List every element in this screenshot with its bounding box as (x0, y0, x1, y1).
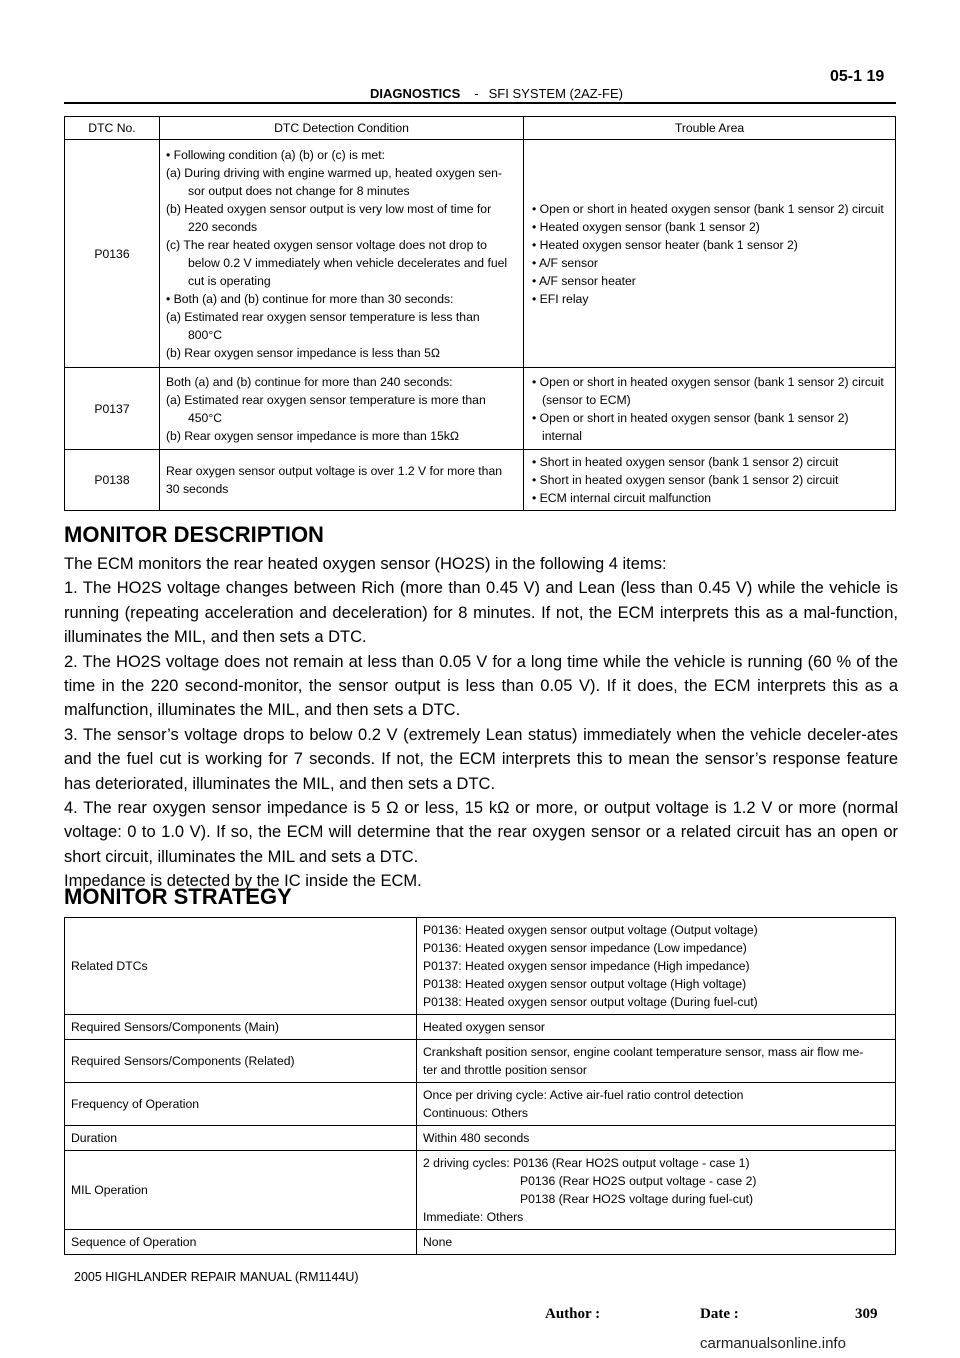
strategy-value (417, 918, 896, 1015)
condition-line: Rear oxygen sensor output voltage is over 1.2 V for more than (166, 464, 503, 478)
monitor-strategy-table (64, 917, 896, 1255)
dtc-condition (160, 450, 524, 511)
paragraph: Impedance is detected by the IC inside the ECM. (64, 872, 422, 891)
trouble-area-item: • Heated oxygen sensor (bank 1 sensor 2) (532, 219, 760, 234)
strategy-value (417, 1040, 896, 1083)
dtc-code: P0137 (65, 368, 160, 450)
condition-line: (a) Estimated rear oxygen sensor temperature is less than (166, 309, 480, 324)
value-line: Continuous: Others (423, 1106, 529, 1120)
table-row (65, 1083, 896, 1126)
strategy-label: Required Sensors/Components (Main) (65, 1015, 417, 1040)
watermark: carmanualsonline.info (700, 1335, 846, 1352)
dtc-trouble-area (524, 140, 896, 368)
date-label: Date : (700, 1306, 739, 1322)
monitor-description-body (64, 552, 898, 894)
table-row (65, 1151, 896, 1230)
manual-footer: 2005 HIGHLANDER REPAIR MANUAL (RM1144U) (74, 1270, 359, 1284)
dtc-condition (160, 368, 524, 450)
value-line: Immediate: Others (423, 1210, 524, 1224)
value-line: P0138 (Rear HO2S voltage during fuel-cut) (520, 1192, 754, 1206)
condition-line: sor output does not change for 8 minutes (188, 183, 410, 198)
page-code: 05-1 19 (830, 68, 885, 85)
condition-line: (a) During driving with engine warmed up, heated oxygen sen- (166, 165, 503, 180)
related-dtc-line: P0138: Heated oxygen sensor output voltage (High voltage) (423, 977, 747, 991)
strategy-value: None (417, 1230, 896, 1255)
table-row (65, 450, 896, 511)
strategy-label: Related DTCs (65, 918, 417, 1015)
strategy-value: Heated oxygen sensor (417, 1015, 896, 1040)
condition-line: 800°C (188, 327, 223, 342)
paragraph: 1. The HO2S voltage changes between Rich (more than 0.45 V) and Lean (less than 0.45 V) while the vehicle is running (repeating acceleration and deceleration) for 8 minutes. If not, the ECM interprets this as a mal-function, illuminates the MIL, and then sets a DTC. (64, 579, 898, 647)
strategy-label: Duration (65, 1126, 417, 1151)
dtc-table-header-row (65, 117, 896, 140)
dtc-trouble-area (524, 368, 896, 450)
dtc-table (64, 116, 896, 511)
page-header (370, 86, 623, 101)
header-system: SFI SYSTEM (2AZ-FE) (488, 86, 623, 101)
strategy-value: Within 480 seconds (417, 1126, 896, 1151)
condition-line: cut is operating (188, 273, 271, 288)
condition-line: (a) Estimated rear oxygen sensor temperature is more than (166, 392, 486, 407)
paragraph: 4. The rear oxygen sensor impedance is 5 Ω or less, 15 kΩ or more, or output voltage is 1.2 V or more (normal voltage: 0 to 1.0 V). If so, the ECM will determine that the rear oxygen sensor or a related circuit has an open or short circuit, illuminates the MIL and sets a DTC. (64, 799, 898, 866)
trouble-area-item: • EFI relay (532, 291, 589, 306)
trouble-area-item: • Heated oxygen sensor heater (bank 1 sensor 2) (532, 237, 798, 252)
related-dtc-line: P0138: Heated oxygen sensor output voltage (During fuel-cut) (423, 995, 758, 1009)
header-rule (64, 102, 896, 104)
value-line: Crankshaft position sensor, engine coolant temperature sensor, mass air flow me- (423, 1045, 864, 1059)
paragraph: 3. The sensor’s voltage drops to below 0.2 V (extremely Lean status) immediately when the vehicle deceler-ates and the fuel cut is working for 7 seconds. If not, the ECM interprets this to mean the sensor’s response feature has deteriorated, illuminates the MIL, and then sets a DTC. (64, 725, 898, 793)
header-section: DIAGNOSTICS (370, 86, 461, 101)
trouble-area-item: • Open or short in heated oxygen sensor (bank 1 sensor 2) circuit (sensor to ECM) (532, 374, 884, 407)
strategy-value (417, 1151, 896, 1230)
table-row (65, 140, 896, 368)
condition-line: (c) The rear heated oxygen sensor voltage does not drop to (166, 237, 487, 252)
dtc-condition (160, 140, 524, 368)
condition-line: (b) Rear oxygen sensor impedance is more than 15kΩ (166, 428, 459, 443)
strategy-label: Sequence of Operation (65, 1230, 417, 1255)
table-row (65, 1015, 896, 1040)
table-row (65, 1040, 896, 1083)
condition-line: • Following condition (a) (b) or (c) is met: (166, 147, 385, 162)
related-dtc-line: P0136: Heated oxygen sensor impedance (Low impedance) (423, 941, 747, 955)
header-dash: - (474, 86, 479, 101)
condition-line: (b) Rear oxygen sensor impedance is less than 5Ω (166, 345, 440, 360)
table-row (65, 1230, 896, 1255)
trouble-area-item: • Short in heated oxygen sensor (bank 1 sensor 2) circuit (532, 455, 839, 469)
value-line: Once per driving cycle: Active air-fuel ratio control detection (423, 1088, 744, 1102)
value-line: ter and throttle position sensor (423, 1063, 587, 1077)
strategy-label: MIL Operation (65, 1151, 417, 1230)
page-number: 309 (855, 1306, 878, 1322)
related-dtc-line: P0136: Heated oxygen sensor output voltage (Output voltage) (423, 923, 758, 937)
condition-line: 30 seconds (166, 482, 229, 496)
dtc-trouble-area (524, 450, 896, 511)
trouble-area-item: • Short in heated oxygen sensor (bank 1 sensor 2) circuit (532, 473, 839, 487)
paragraph: 2. The HO2S voltage does not remain at less than 0.05 V for a long time while the vehicle is running (60 % of the time in the 220 second-monitor, the sensor output is less than 0.05 V). If it does, the ECM interprets this as a malfunction, illuminates the MIL, and then sets a DTC. (64, 652, 898, 720)
monitor-strategy-title: MONITOR STRATEGY (64, 884, 292, 909)
strategy-value (417, 1083, 896, 1126)
dtc-col-header: Trouble Area (524, 117, 896, 140)
strategy-label: Required Sensors/Components (Related) (65, 1040, 417, 1083)
dtc-col-header: DTC No. (65, 117, 160, 140)
condition-line: 220 seconds (188, 219, 258, 234)
trouble-area-item: • Open or short in heated oxygen sensor (bank 1 sensor 2) circuit (532, 201, 884, 216)
table-row (65, 1126, 896, 1151)
condition-line: Both (a) and (b) continue for more than 240 seconds: (166, 374, 453, 389)
dtc-code: P0136 (65, 140, 160, 368)
value-line: P0136 (Rear HO2S output voltage - case 2) (520, 1174, 757, 1188)
paragraph: The ECM monitors the rear heated oxygen sensor (HO2S) in the following 4 items: (64, 555, 667, 573)
trouble-area-item: • A/F sensor heater (532, 273, 636, 288)
value-line: 2 driving cycles: P0136 (Rear HO2S output voltage - case 1) (423, 1156, 750, 1170)
condition-line: below 0.2 V immediately when vehicle decelerates and fuel (188, 255, 508, 270)
trouble-area-item: • Open or short in heated oxygen sensor (bank 1 sensor 2) internal (532, 410, 849, 443)
author-label: Author : (545, 1306, 601, 1322)
condition-line: • Both (a) and (b) continue for more than 30 seconds: (166, 291, 454, 306)
condition-line: 450°C (188, 410, 223, 425)
monitor-description-title: MONITOR DESCRIPTION (64, 522, 324, 547)
table-row (65, 918, 896, 1015)
trouble-area-item: • ECM internal circuit malfunction (532, 491, 712, 505)
dtc-col-header: DTC Detection Condition (160, 117, 524, 140)
table-row (65, 368, 896, 450)
strategy-label: Frequency of Operation (65, 1083, 417, 1126)
trouble-area-item: • A/F sensor (532, 255, 598, 270)
dtc-code: P0138 (65, 450, 160, 511)
condition-line: (b) Heated oxygen sensor output is very low most of time for (166, 201, 492, 216)
related-dtc-line: P0137: Heated oxygen sensor impedance (High impedance) (423, 959, 750, 973)
